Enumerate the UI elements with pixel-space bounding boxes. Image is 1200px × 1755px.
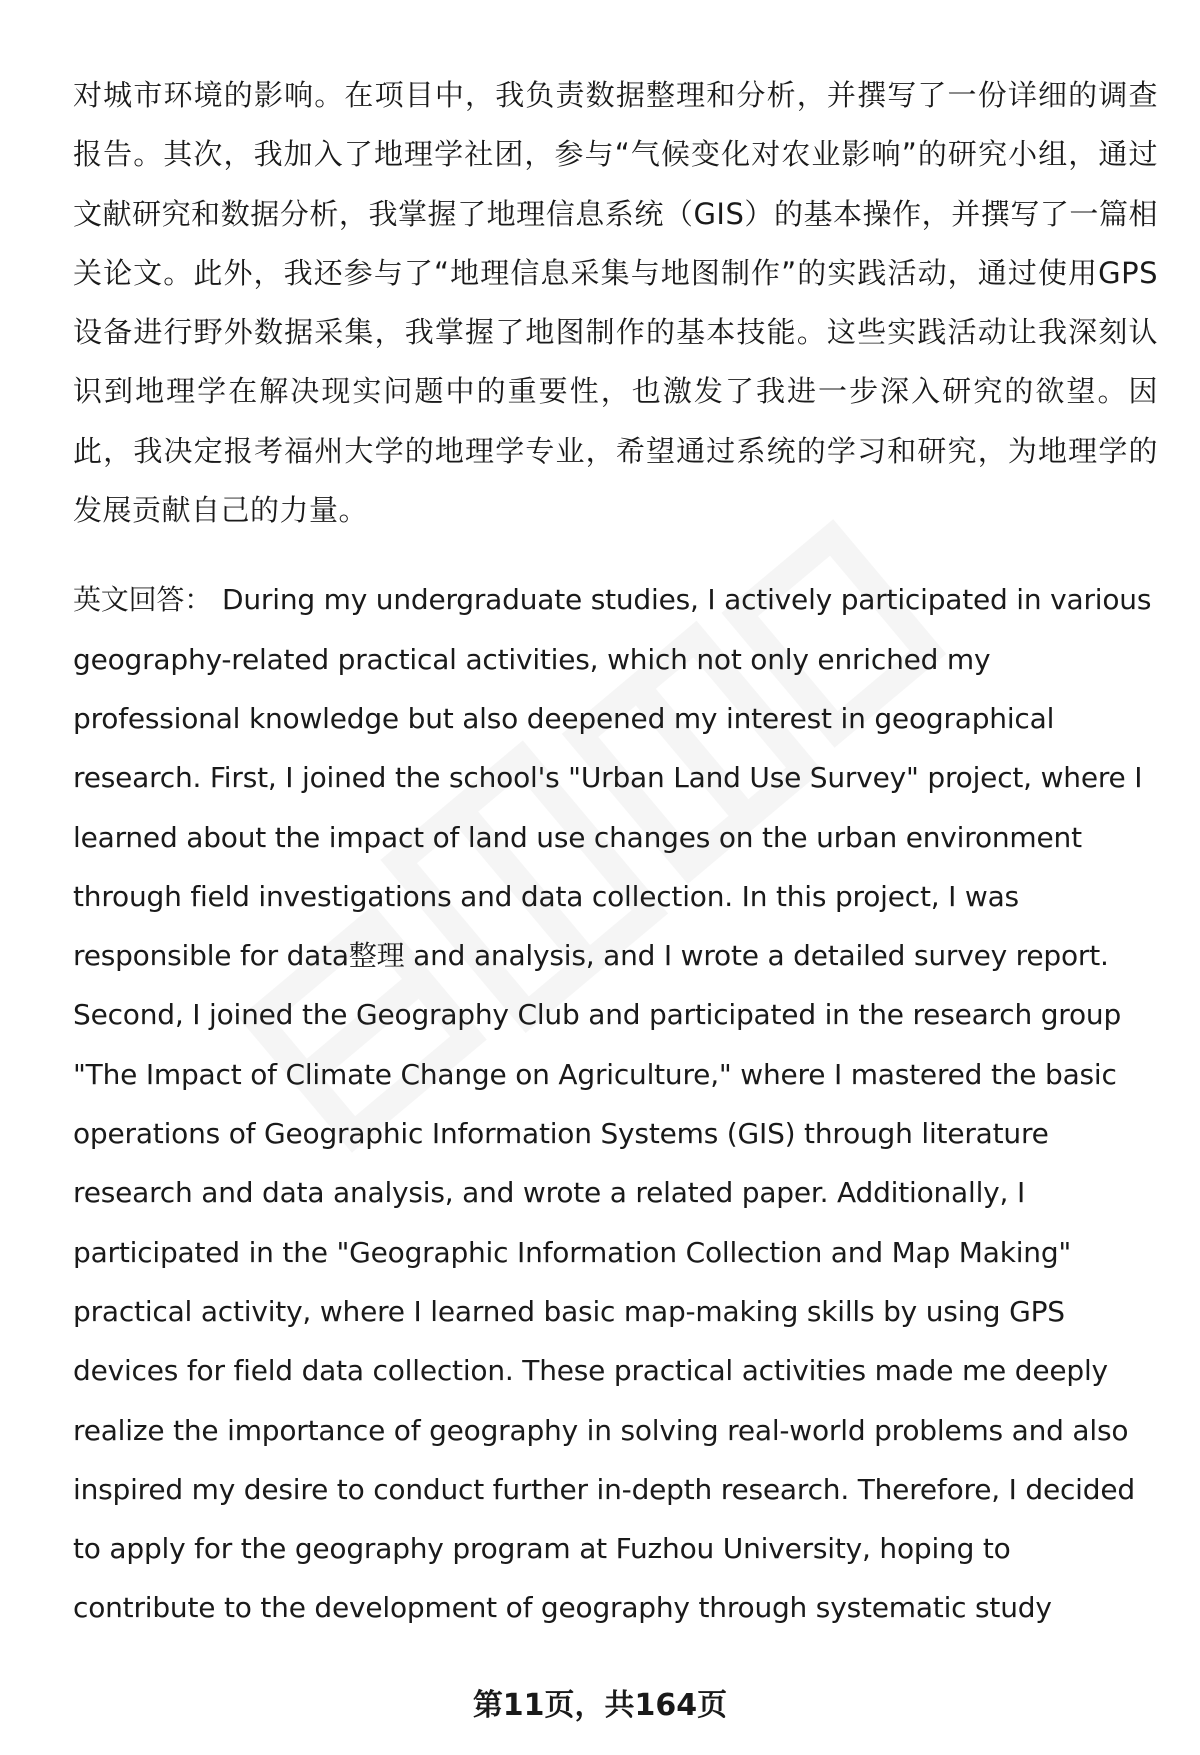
english-answer-label: 英文回答： <box>73 583 213 617</box>
main-content <box>73 66 1158 1638</box>
english-answer-paragraph <box>73 570 1158 1637</box>
english-answer-text: During my undergraduate studies, I actively participated in various geography-related practical activities, which not only enriched my professional knowledge but also deepened my interest in geographical research. First, I joined the school's "Urban Land Use Survey" project, where I learned about the impact of land use changes on the urban environment through field investigations and data collection. In this project, I was responsible for data整理 and analysis, and I wrote a detailed survey report. Second, I joined the Geography Club and participated in the research group "The Impact of Climate Change on Agriculture," where I mastered the basic operations of Geographic Information Systems (GIS) through literature research and data analysis, and wrote a related paper. Additionally, I participated in the "Geographic Information Collection and Map Making" practical activity, where I learned basic map-making skills by using GPS devices for field data collection. These practical activities made me deeply realize the importance of geography in solving real-world problems and also inspired my desire to conduct further in-depth research. Therefore, I decided to apply for the geography program at Fuzhou University, hoping to contribute to the development of geography through systematic study <box>73 583 1152 1625</box>
page-number-footer: 第11页，共164页 <box>472 1688 728 1723</box>
chinese-paragraph: 对城市环境的影响。在项目中，我负责数据整理和分析，并撰写了一份详细的调查报告。其次，我加入了地理学社团，参与“气候变化对农业影响”的研究小组，通过文献研究和数据分析，我掌握了地理信息系统（GIS）的基本操作，并撰写了一篇相关论文。此外，我还参与了“地理信息采集与地图制作”的实践活动，通过使用GPS设备进行野外数据采集，我掌握了地图制作的基本技能。这些实践活动让我深刻认识到地理学在解决现实问题中的重要性，也激发了我进一步深入研究的欲望。因此，我决定报考福州大学的地理学专业，希望通过系统的学习和研究，为地理学的发展贡献自己的力量。 <box>73 78 1158 528</box>
